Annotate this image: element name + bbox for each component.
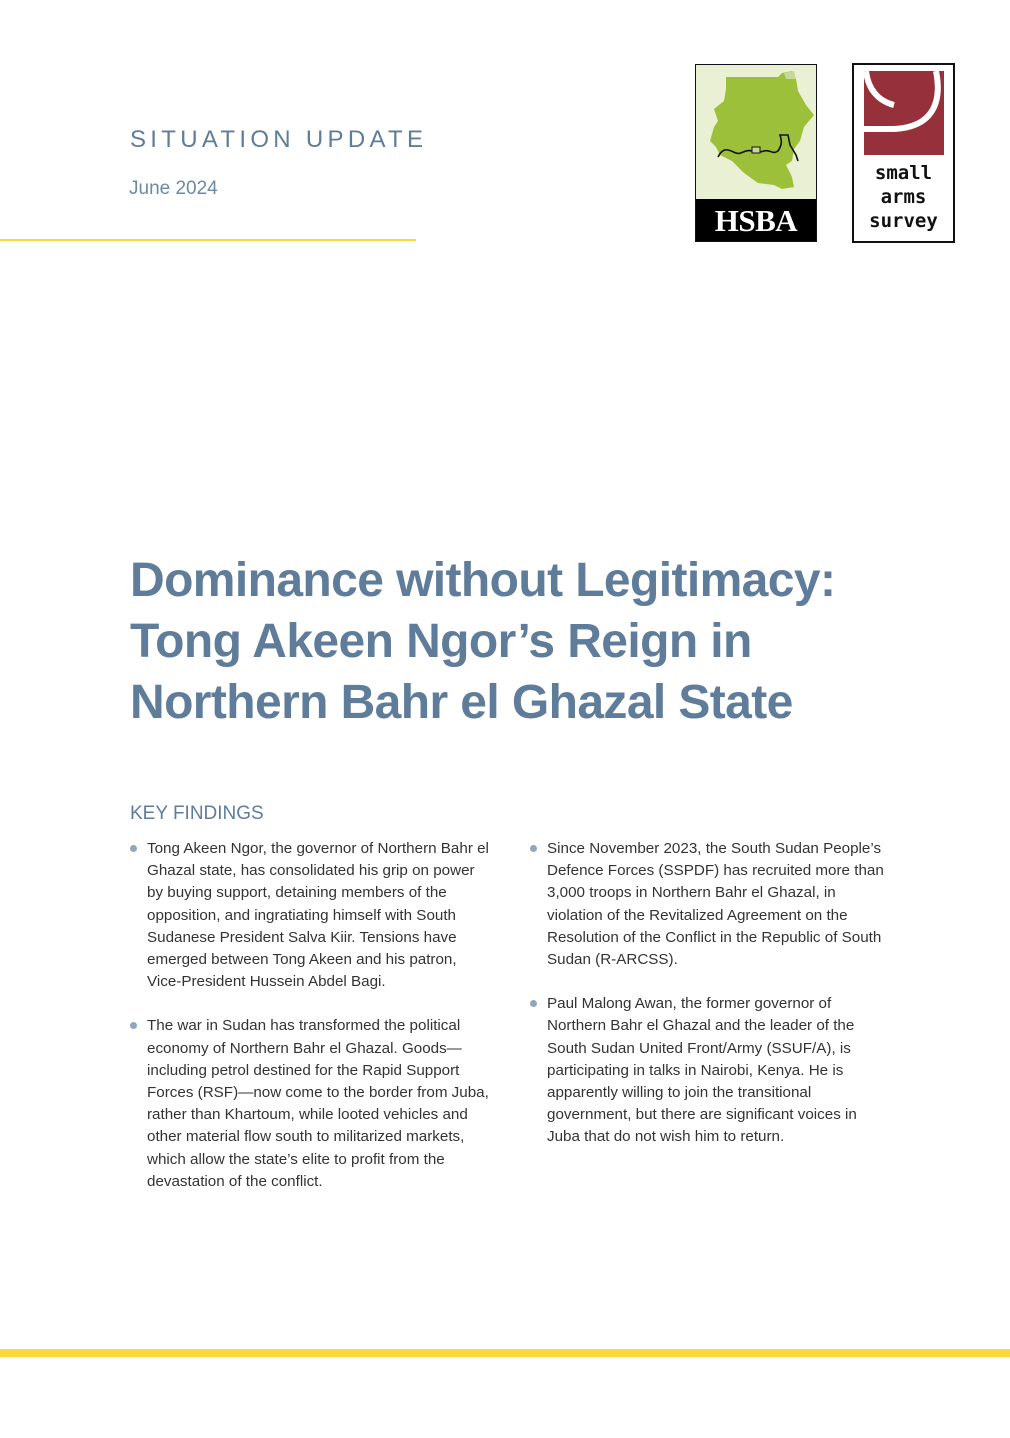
sas-word-arms: arms: [880, 186, 927, 208]
key-findings-heading: KEY FINDINGS: [130, 803, 264, 824]
hsba-label: HSBA: [696, 199, 816, 241]
finding-item: [130, 838, 490, 993]
finding-item: [130, 1015, 490, 1193]
sas-word-survey: survey: [869, 210, 938, 232]
title-line: Tong Akeen Ngor’s Reign in: [130, 615, 752, 668]
finding-item: [530, 993, 890, 1148]
title-line: Northern Bahr el Ghazal State: [130, 676, 793, 729]
hsba-logo: [695, 64, 817, 242]
header-rule: [0, 239, 416, 241]
finding-text: Tong Akeen Ngor, the governor of Northern Bahr el Ghazal state, has consolidated his grip on power by buying support, detaining members of the opposition, and ingratiating himself with South Sudanese President Salva Kiir. Tensions have emerged between Tong Akeen and his patron, Vice-President Hussein Abdel Bagi.: [147, 840, 489, 991]
key-findings-right-column: [530, 838, 890, 1171]
bullet-icon: [130, 845, 137, 852]
finding-text: Since November 2023, the South Sudan People’s Defence Forces (SSPDF) has recruited more than 3,000 troops in Northern Bahr el Ghazal, in violation of the Revitalized Agreement on the Resolution of the Conflict in the Republic of South Sudan (R-ARCSS).: [547, 840, 884, 969]
publication-date: June 2024: [129, 178, 218, 199]
key-findings-left-column: [130, 838, 490, 1215]
bullet-icon: [530, 1000, 537, 1007]
situation-update-kicker: SITUATION UPDATE: [130, 126, 428, 153]
sas-word-small: small: [874, 162, 933, 184]
footer-rule: [0, 1349, 1010, 1357]
title-line: Dominance without Legitimacy:: [130, 554, 836, 607]
sudan-map-icon: [696, 65, 816, 199]
small-arms-survey-logo: [852, 63, 955, 243]
report-title: [130, 550, 890, 733]
finding-text: Paul Malong Awan, the former governor of Northern Bahr el Ghazal and the leader of the South Sudan United Front/Army (SSUF/A), is participating in talks in Nairobi, Kenya. He is apparently willing to join the transitional government, but there are significant voices in Juba that do not wish him to return.: [547, 995, 857, 1146]
small-arms-survey-mark-icon: [864, 71, 944, 155]
finding-item: [530, 838, 890, 971]
finding-text: The war in Sudan has transformed the political economy of Northern Bahr el Ghazal. Goods—including petrol destined for the Rapid Support Forces (RSF)—now come to the border from Juba, rather than Khartoum, while looted vehicles and other material flow south to militarized markets, which allow the state’s elite to profit from the devastation of the conflict.: [147, 1017, 489, 1190]
bullet-icon: [530, 845, 537, 852]
bullet-icon: [130, 1022, 137, 1029]
